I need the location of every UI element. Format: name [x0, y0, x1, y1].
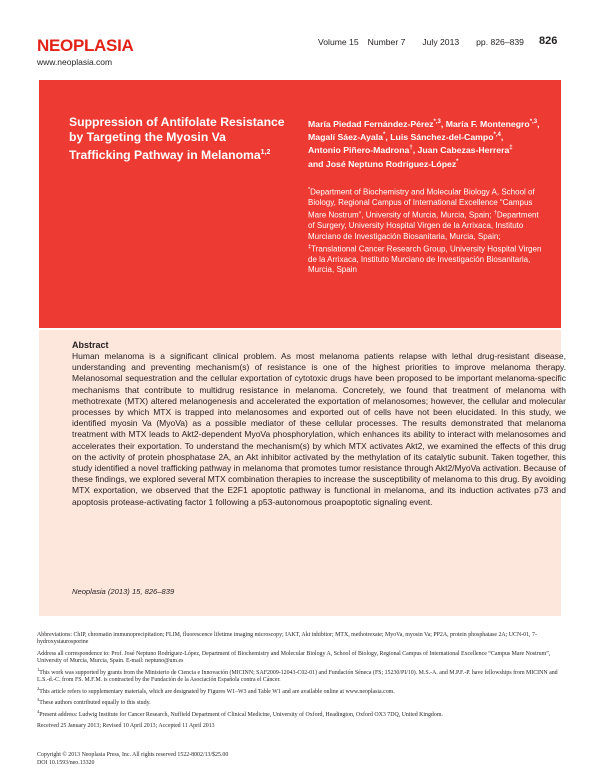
author-separator: , — [412, 145, 416, 156]
author-name: Juan Cabezas-Herrera — [417, 145, 510, 156]
footnotes — [37, 628, 567, 731]
author-affiliation-mark: * — [456, 158, 459, 165]
author-affiliation-mark: *,3 — [529, 119, 538, 125]
author-affiliation-mark: * — [383, 132, 386, 139]
volume: Volume 15 — [318, 37, 359, 47]
author-affiliation-mark: ‡ — [509, 145, 513, 152]
author-separator: , — [440, 118, 444, 129]
footnote-text: Abbreviations: ChIP, chromatin immunoprecipitation; FLIM, fluorescence lifetime imaging microscopy; IAKT, Akt inhibitor; MTX, methotrexate; MyoVa, myosin Va; PP2A, protein phosphatase 2A; UCN-01, 7-hydroxystaurosporine — [37, 631, 537, 646]
affiliation-mark: † — [493, 210, 497, 217]
citation: Neoplasia (2013) 15, 826–839 — [72, 587, 175, 596]
footnote — [37, 696, 567, 707]
issue-number: Number 7 — [367, 37, 406, 47]
footnote — [37, 708, 567, 719]
author-name: and José Neptuno Rodríguez-López — [308, 158, 457, 169]
author-separator: , — [500, 132, 504, 143]
issue-date: July 2013 — [422, 37, 460, 47]
title-footnote-marks: 1,2 — [260, 149, 271, 156]
affiliation-text: Translational Cancer Research Group, University Hospital Virgen de la Arrixaca, Instituto Murciano de Investigación Biosanitaria, Murcia, Spain — [308, 244, 542, 275]
article-title — [69, 115, 289, 163]
page-range: pp. 826–839 — [476, 37, 524, 47]
author-affiliation-mark: *,3 — [433, 119, 441, 125]
footnote — [37, 647, 567, 666]
journal-url[interactable]: www.neoplasia.com — [37, 57, 113, 67]
footnote-text: Present address: Ludwig Institute for Cancer Research, Nuffield Department of Clinical Medicine, University of Oxford, Headington, Oxford OX3 7DQ, United Kingdom. — [39, 711, 443, 718]
footnote-mark: 2 — [37, 685, 40, 691]
author-name: Luis Sánchez-del-Campo — [390, 132, 494, 143]
author-name: María F. Montenegro — [445, 118, 530, 129]
footnote-text: This article refers to supplementary materials, which are designated by Figures W1–W3 and Table W1 and are available online at www.neoplasia.com. — [39, 688, 395, 695]
author-separator: , — [537, 118, 540, 129]
footnote — [37, 666, 567, 685]
neoplasia-logo: NEOPLASIA — [37, 36, 134, 55]
affiliations — [308, 185, 546, 275]
footnote-text: Received 25 January 2013; Revised 10 April 2013; Accepted 11 April 2013 — [37, 723, 215, 730]
footnote — [37, 628, 567, 647]
issue-info — [318, 37, 565, 47]
page-number: 826 — [538, 35, 558, 47]
abstract-text: Human melanoma is a significant clinical problem. As most melanoma patients relapse with lethal drug-resistant disease, understanding and preventing mechanism(s) of resistance is one of the highest priorities to improve melanoma therapy. Melanosomal sequestration and the cellular exportation of cytotoxic drugs have been proposed to be important melanoma-specific mechanisms that contribute to multidrug resistance in melanoma. Concretely, we found that treatment of melanoma with methotrexate (MTX) altered melanogenesis and accelerated the exportation of melanosomes; however, the cellular and molecular processes by which MTX is trapped into melanosomes and exported out of cells have not been elucidated. In this study, we identified myosin Va (MyoVa) as a possible mediator of these cellular processes. The results demonstrated that melanoma treatment with MTX leads to Akt2-dependent MyoVa phosphorylation, which enhances its ability to interact with melanosomes and accelerates their exportation. To understand the mechanism(s) by which MTX activates Akt2, we examined the effects of this drug on the activity of protein phosphatase 2A, an Akt inhibitor activated by the methylation of its catalytic subunit. Taken together, this study identified a novel trafficking pathway in melanoma that promotes tumor resistance through Akt2/MyoVa activation. Because of these findings, we explored several MTX combination therapies to increase the susceptibility of melanoma to this drug. By avoiding MTX exportation, we observed that the E2F1 apoptotic pathway is functional in melanoma, and its induction activates p73 and apoptosis protease-activating factor 1 following a p53-autonomous proapoptotic signaling event. — [72, 351, 566, 507]
affiliation-text: Department of Biochemistry and Molecular Biology A, School of Biology, Regional Campus of International Excellence “Campus Mare Nostrum”, University of Murcia, Murcia, Spain; — [308, 187, 535, 220]
affiliation-mark: * — [308, 187, 311, 193]
footnote-mark: 3 — [37, 697, 40, 703]
author-list — [308, 117, 558, 170]
doi-line: DOI 10.1593/neo.13320 — [37, 759, 95, 766]
footnote-text: Address all correspondence to: Prof. José Neptuno Rodríguez-López, Department of Biochemistry and Molecular Biology A, School of Biology, Regional Campus of International Excellence “Campus Mare Nostrum”, University of Murcia, Murcia, Spain. E-mail: neptuno@um.es — [37, 650, 551, 665]
author-separator: , — [385, 132, 388, 143]
author-affiliation-mark: *,4 — [493, 132, 501, 139]
footnote-mark: 1 — [37, 666, 40, 672]
affiliation-mark: ‡ — [308, 243, 312, 250]
footnote-text: This work was supported by grants from the Ministerio de Ciencia e Innovación (MICINN; SAF2009-12043-C02-01) and Fundación Séneca (FS; 15230/PI/10). M.S.-A. and M.P.F.-P. have fellowships from MICINN and L.S.-d.-C. from FS. M.F.M. is contracted by the Fundación de la Asociación Española contra el Cáncer. — [37, 669, 558, 684]
author-name: Magalí Sáez-Ayala — [308, 132, 384, 143]
abstract-heading: Abstract — [72, 340, 109, 350]
author-affiliation-mark: † — [409, 145, 413, 152]
copyright-line: Copyright © 2013 Neoplasia Press, Inc. All rights reserved 1522-8002/13/$25.00 — [37, 752, 229, 758]
copyright-block — [37, 752, 228, 767]
author-name: Antonio Piñero-Madrona — [308, 145, 410, 156]
footnote-mark: 4 — [37, 708, 40, 714]
affiliation-text: Department of Surgery, University Hospital Virgen de la Arrixaca, Instituto Murciano de Investigación Biosanitaria, Murcia, Spain; — [308, 210, 539, 241]
footnote — [37, 719, 567, 730]
author-name: María Piedad Fernández-Pérez — [308, 118, 434, 129]
footnote-text: These authors contributed equally to this study. — [39, 700, 151, 707]
article-title-text: Suppression of Antifolate Resistance by Targeting the Myosin Va Trafficking Pathway in Melanoma — [69, 115, 285, 163]
footnote — [37, 685, 567, 696]
